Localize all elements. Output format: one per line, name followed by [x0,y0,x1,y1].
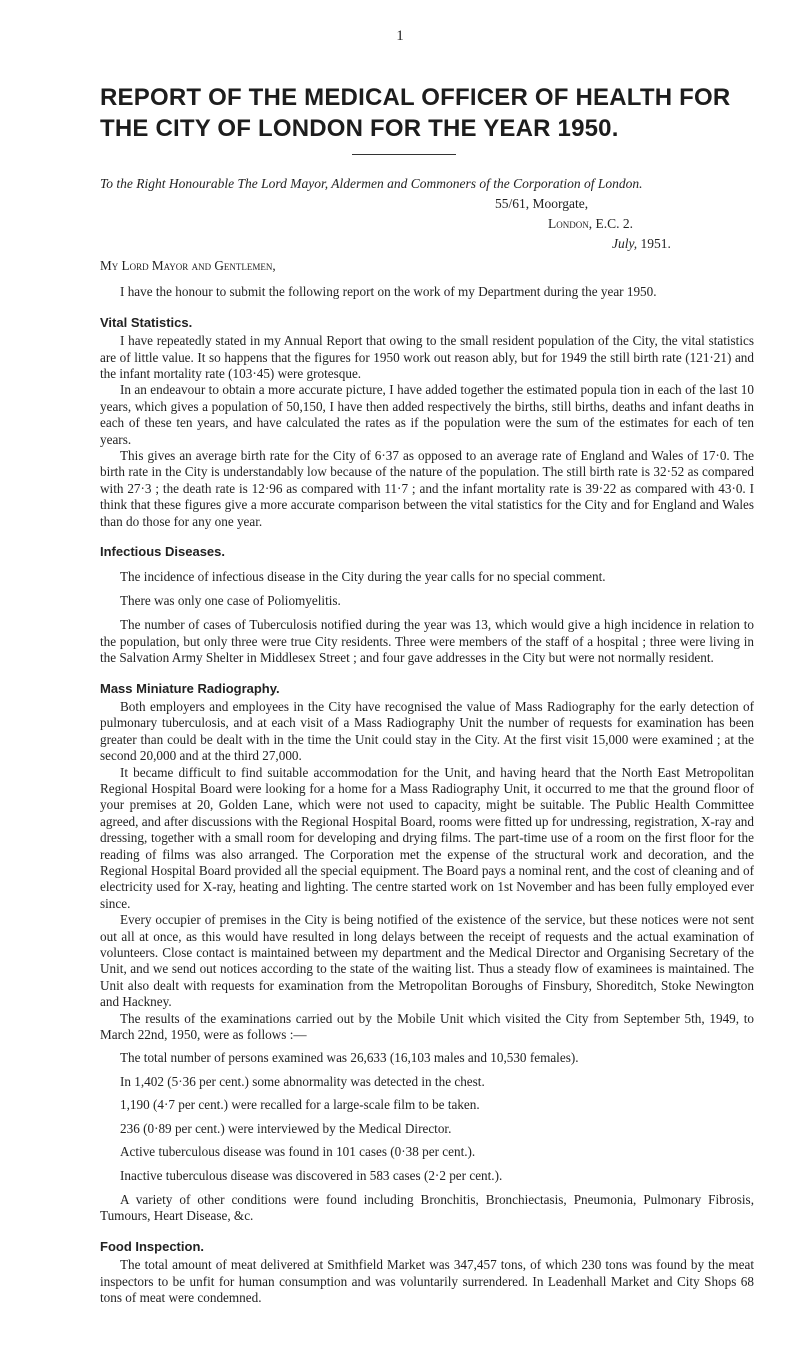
section-heading-vital-statistics: Vital Statistics. [100,314,193,330]
paragraph: Every occupier of premises in the City is being notified of the existence of the service, but these notices were not sent out all at once, as this would have resulted in long delays between the receipt of requests and the actual examination of volunteers. Close contact is maintained between my department and the Medical Director and Organising Secretary of the Unit, and we send out notices according to the state of the waiting list. Thus a steady flow of examinees is maintained. The Unit also dealt with requests for examination from the Metropolitan Boroughs of Finsbury, Shoreditch, Stoke Newington and Hackney. [100,912,754,1010]
result-item: 236 (0·89 per cent.) were interviewed by the Medical Director. [120,1120,452,1136]
section-heading-food-inspection: Food Inspection. [100,1238,204,1254]
page-number: 1 [396,28,404,44]
paragraph: In an endeavour to obtain a more accurate picture, I have added together the estimated popula tion in each of the last 10 years, which gives a population of 50,150, I have then added respectively the births, still births, deaths and infant deaths in each of these ten years, and have calculated the rates as if the population were the sum of the estimates for each of ten years. [100,382,754,447]
address-city: London, E.C. 2. [548,216,633,231]
date-year: 1951. [637,236,671,251]
paragraph: This gives an average birth rate for the City of 6·37 as opposed to an average rate of England and Wales of 17·0. The birth rate in the City is understandably low because of the nature of the population. The still birth rate is 32·52 as compared with 27·3 ; the death rate is 12·96 as compared with 11·7 ; and the infant mortality rate is 39·22 as compared with 43·0. I think that these figures give a more accurate comparison between the vital statistics for the City and for England and Wales than do those for any one year. [100,448,754,529]
paragraph: The number of cases of Tuberculosis notified during the year was 13, which would give a high incidence in relation to the population, but only three were true City residents. Three were members of the staff of a hospital ; three were living in the Salvation Army Shelter in Middlesex Street ; and four gave addresses in the City but were not normally resident. [100,617,754,666]
result-item: 1,190 (4·7 per cent.) were recalled for a large-scale film to be taken. [120,1097,480,1113]
salutation: My Lord Mayor and Gentlemen, [100,258,276,273]
intro-paragraph: I have the honour to submit the following report on the work of my Department during the year 1950. [120,284,657,300]
address-date [612,234,760,254]
result-item: In 1,402 (5·36 per cent.) some abnormality was detected in the chest. [120,1073,485,1089]
result-item: The total number of persons examined was 26,633 (16,103 males and 10,530 females). [120,1050,579,1066]
paragraph: The total amount of meat delivered at Smithfield Market was 347,457 tons, of which 230 tons was found by the meat inspectors to be unfit for human consumption and was voluntarily surrendered. In Leadenhall Market and City Shops 68 tons of meat were condemned. [100,1257,754,1305]
paragraph: I have repeatedly stated in my Annual Report that owing to the small resident population of the City, the vital statistics are of little value. It so happens that the figures for 1950 work out reason ably, but for 1949 the still birth rate (121·21) and the infant mortality rate (103·45) were grotesque. [100,333,754,382]
paragraph: The results of the examinations carried out by the Mobile Unit which visited the City from September 5th, 1949, to March 22nd, 1950, were as follows :— [100,1010,754,1043]
section-heading-infectious-diseases: Infectious Diseases. [100,544,225,560]
result-item: Inactive tuberculous disease was discovered in 583 cases (2·2 per cent.). [120,1167,503,1183]
result-item: Active tuberculous disease was found in 101 cases (0·38 per cent.). [120,1144,476,1160]
paragraph: There was only one case of Poliomyelitis. [120,592,341,608]
address-block [100,174,760,254]
addressee: To the Right Honourable The Lord Mayor, Aldermen and Commoners of the Corporation of London. [100,176,643,191]
paragraph: It became difficult to find suitable accommodation for the Unit, and having heard that the North East Metropolitan Regional Hospital Board were looking for a home for a Mass Radiography Unit, it occurred to me that the ground floor of your premises at 20, Golden Lane, which were not used to capacity, might be suitable. The Public Health Committee agreed, and after discussions with the Regional Hospital Board, rooms were fitted up for undressing, registration, X-ray and dressing, together with a small room for developing and drying films. The part-time use of a room on the first floor for the reading of films was also arranged. The Corporation met the expense of the structural work and decoration, and the Regional Hospital Board provided all the special equipment. The Board pays a nominal rent, and the cost of cleaning and of electricity used for X-ray, heating and lighting. The centre started work on 1st November and has been fully employed ever since. [100,764,754,911]
report-body [100,258,754,1306]
paragraph: A variety of other conditions were found including Bronchitis, Bronchiectasis, Pneumonia, Pulmonary Fibrosis, Tumours, Heart Disease, &c. [100,1191,754,1224]
address-street: 55/61, Moorgate, [495,196,589,211]
date-month: July, [612,236,638,251]
paragraph: The incidence of infectious disease in the City during the year calls for no special comment. [120,568,606,584]
report-title: REPORT OF THE MEDICAL OFFICER OF HEALTH FOR THE CITY OF LONDON FOR THE YEAR 1950. [100,84,731,142]
title-divider [352,154,456,155]
paragraph: Both employers and employees in the City have recognised the value of Mass Radiography for the early detection of pulmonary tuberculosis, and at each visit of a Mass Radiography Unit the number of requests for examination has been greater than could be dealt with in the time the Unit could stay in the City. At the first visit 15,000 were examined ; at the second 20,000 and at the third 27,000. [100,698,754,764]
section-heading-mass-radiography: Mass Miniature Radiography. [100,680,280,696]
